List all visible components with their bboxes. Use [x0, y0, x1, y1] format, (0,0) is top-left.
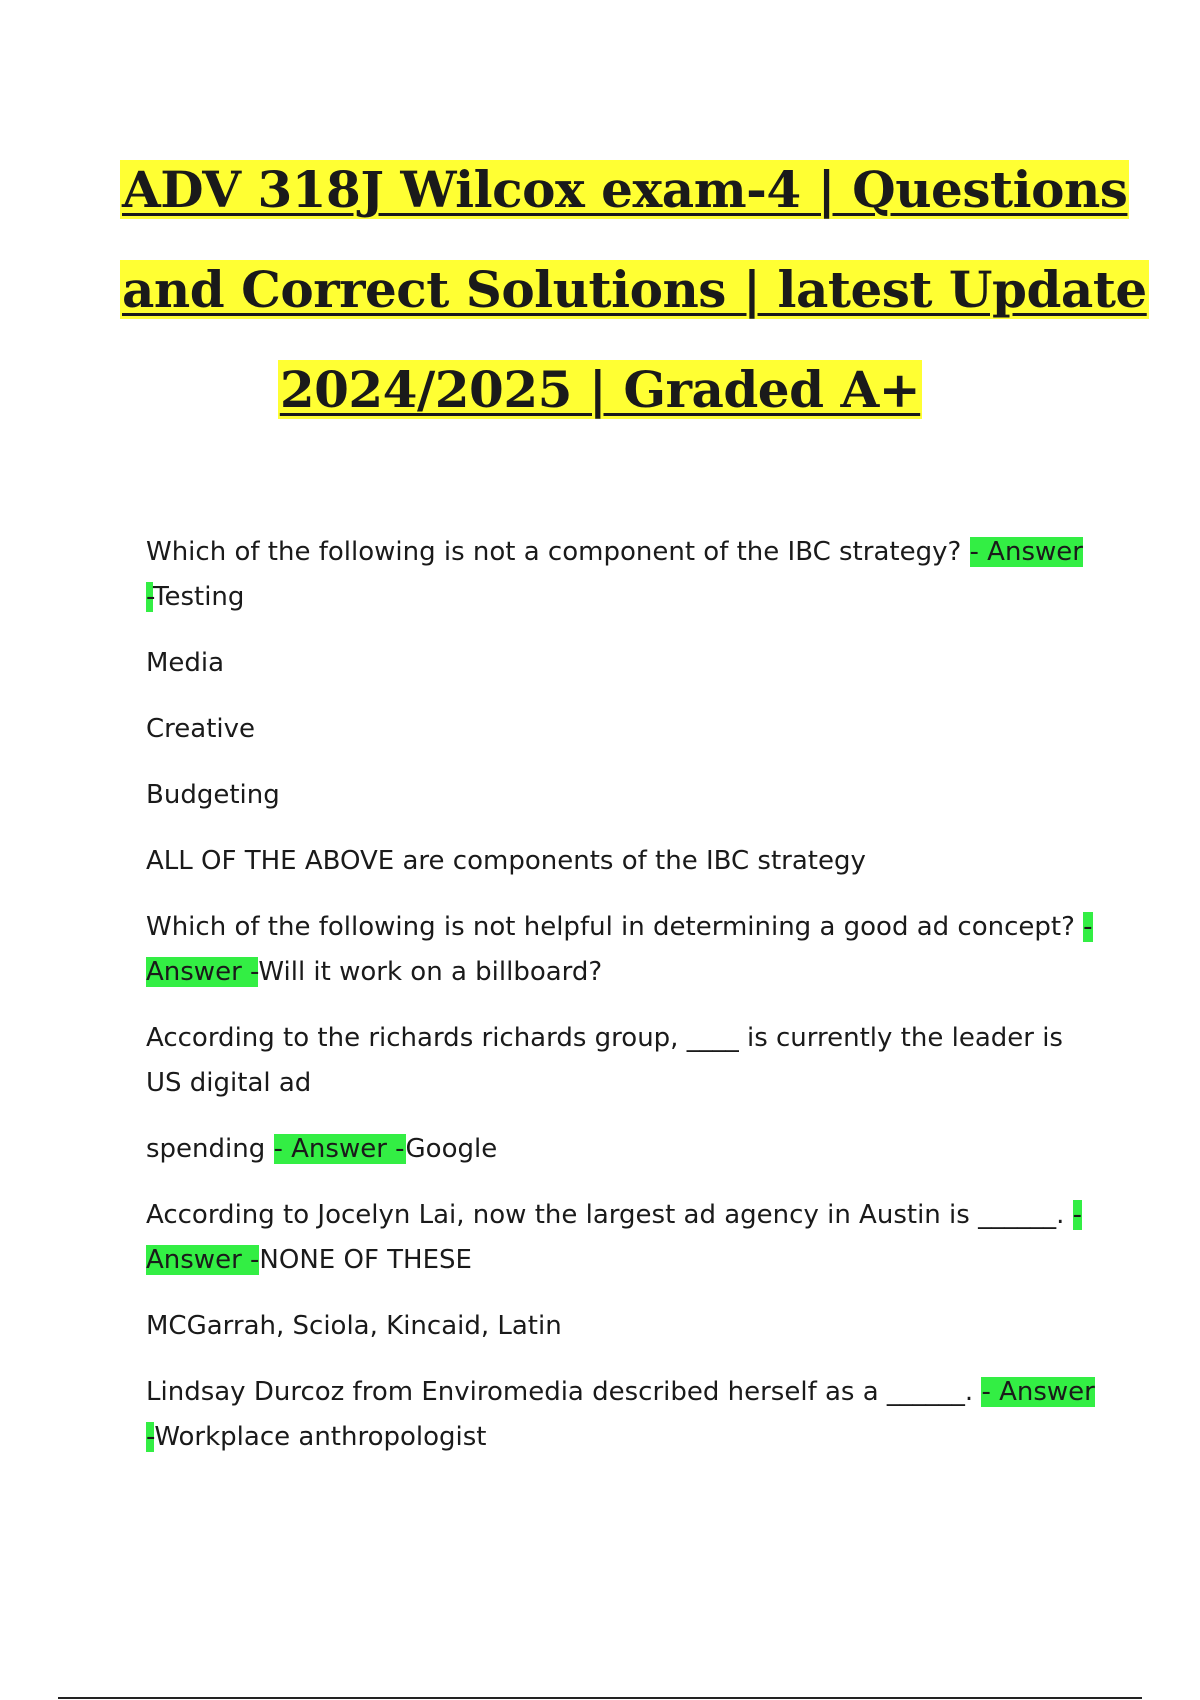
- answer-marker: - Answer -: [146, 1200, 1082, 1275]
- title-line-2: and Correct Solutions | latest Update: [122, 260, 1147, 319]
- answer-text: Will it work on a billboard?: [258, 957, 603, 987]
- document-body: [146, 530, 1096, 1481]
- question-text: Which of the following is not a component of the IBC strategy?: [146, 537, 970, 567]
- answer-marker: - Answer -: [146, 1377, 1095, 1452]
- page-bottom-rule: [58, 1697, 1142, 1699]
- question-4: [146, 1193, 1096, 1283]
- option-all-of-the-above: ALL OF THE ABOVE are components of the IBC strategy: [146, 846, 866, 876]
- question-text: According to Jocelyn Lai, now the largest ad agency in Austin is ______.: [146, 1200, 1073, 1230]
- question-text: Lindsay Durcoz from Enviromedia described herself as a ______.: [146, 1377, 982, 1407]
- answer-marker: - Answer -: [146, 912, 1093, 987]
- answer-text: Workplace anthropologist: [154, 1422, 487, 1452]
- title-line-1: ADV 318J Wilcox exam-4 | Questions: [122, 160, 1128, 219]
- title-line-3: 2024/2025 | Graded A+: [279, 360, 921, 419]
- question-2: [146, 905, 1096, 995]
- option-creative: Creative: [146, 714, 256, 744]
- question-3-continued: [146, 1127, 1096, 1172]
- answer-text: NONE OF THESE: [259, 1245, 472, 1275]
- option-media: Media: [146, 648, 225, 678]
- answer-text: Google: [405, 1134, 498, 1164]
- question-text: Which of the following is not helpful in determining a good ad concept?: [146, 912, 1084, 942]
- answer-text: Testing: [153, 582, 245, 612]
- answer-marker: - Answer -: [273, 1134, 406, 1164]
- question-5: [146, 1370, 1096, 1460]
- answer-marker: - Answer -: [146, 537, 1083, 612]
- option-agencies: MCGarrah, Sciola, Kincaid, Latin: [146, 1311, 562, 1341]
- option-budgeting: Budgeting: [146, 780, 280, 810]
- document-title: [120, 140, 1147, 440]
- question-1: [146, 530, 1096, 620]
- question-3: According to the richards richards group, ____ is currently the leader is US digital ad: [146, 1023, 1063, 1098]
- question-text: spending: [146, 1134, 274, 1164]
